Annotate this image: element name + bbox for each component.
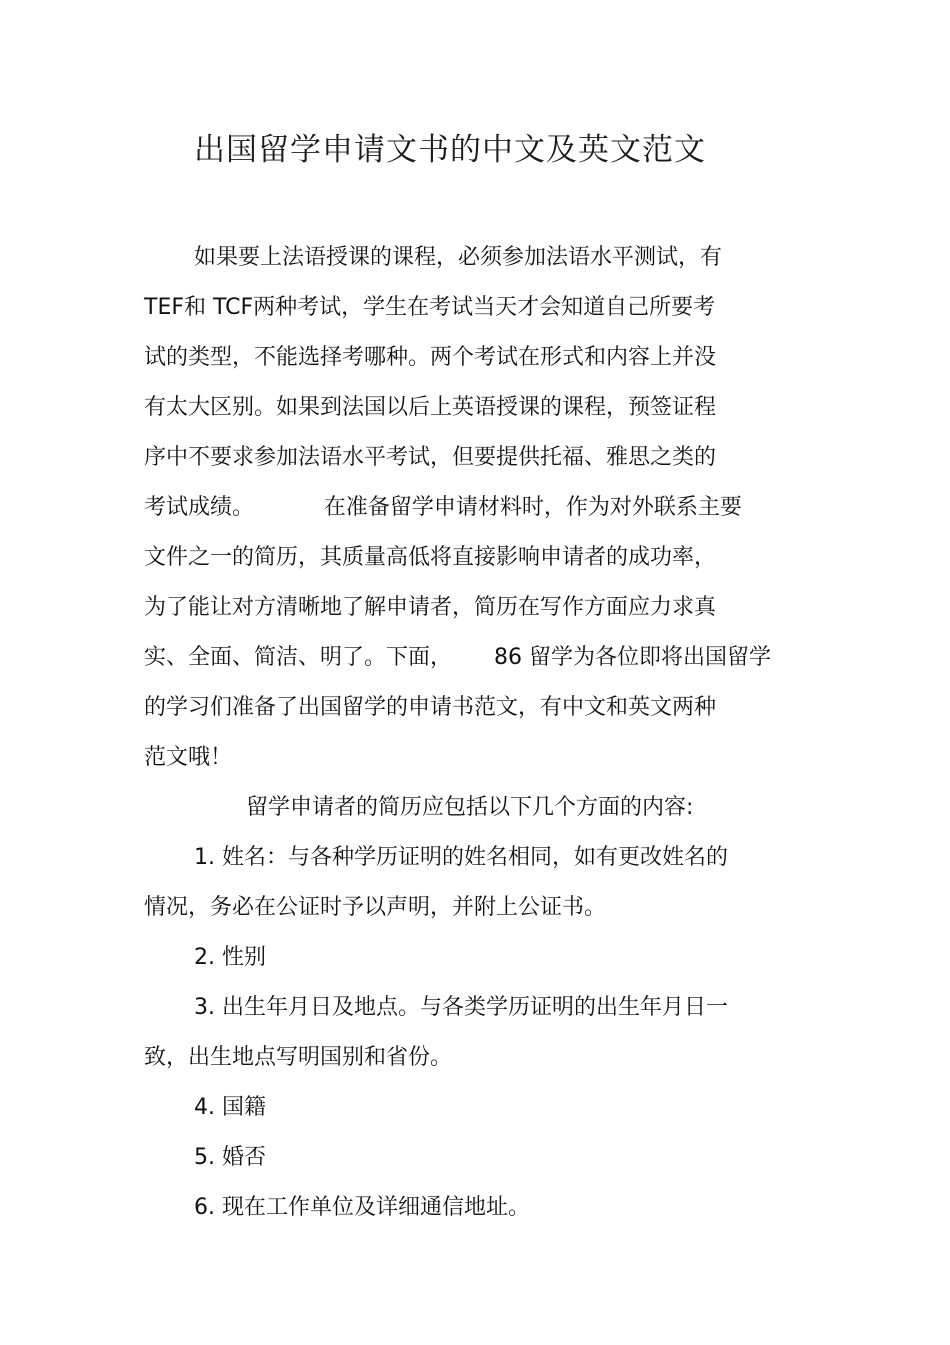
list-item: 5. 婚否 — [194, 1145, 266, 1170]
paragraph-line: 为了能让对方清晰地了解申请者，简历在写作方面应力求真 — [144, 595, 717, 620]
paragraph-line: 的学习们准备了出国留学的申请书范文，有中文和英文两种 — [144, 695, 717, 720]
paragraph-line: 范文哦！ — [144, 745, 233, 770]
list-item: 2. 性别 — [194, 945, 266, 970]
list-item-continuation: 情况，务必在公证时予以声明，并附上公证书。 — [144, 895, 607, 920]
paragraph-line: 实、全面、简洁、明了。下面， 86 留学为各位即将出国留学 — [144, 645, 771, 670]
paragraph-line: 试的类型，不能选择考哪种。两个考试在形式和内容上并没 — [144, 345, 717, 370]
paragraph-line: 文件之一的简历，其质量高低将直接影响申请者的成功率， — [144, 545, 717, 570]
paragraph-line: 有太大区别。如果到法国以后上英语授课的课程，预签证程 — [144, 395, 717, 420]
list-item-continuation: 致，出生地点写明国别和省份。 — [144, 1045, 453, 1070]
paragraph-line: 考试成绩。 在准备留学申请材料时，作为对外联系主要 — [144, 495, 742, 520]
list-item: 3. 出生年月日及地点。与各类学历证明的出生年月日一 — [194, 995, 728, 1020]
list-item: 1. 姓名：与各种学历证明的姓名相同，如有更改姓名的 — [194, 845, 728, 870]
paragraph-line: 序中不要求参加法语水平考试，但要提供托福、雅思之类的 — [144, 445, 717, 470]
list-item: 6. 现在工作单位及详细通信地址。 — [194, 1195, 530, 1220]
paragraph-line: TEF和 TCF两种考试，学生在考试当天才会知道自己所要考 — [144, 295, 716, 320]
section-heading: 留学申请者的简历应包括以下几个方面的内容: — [246, 795, 694, 820]
list-item: 4. 国籍 — [194, 1095, 266, 1120]
paragraph-line: 如果要上法语授课的课程，必须参加法语水平测试，有 — [194, 245, 723, 270]
document-title: 出国留学申请文书的中文及英文范文 — [194, 132, 706, 168]
